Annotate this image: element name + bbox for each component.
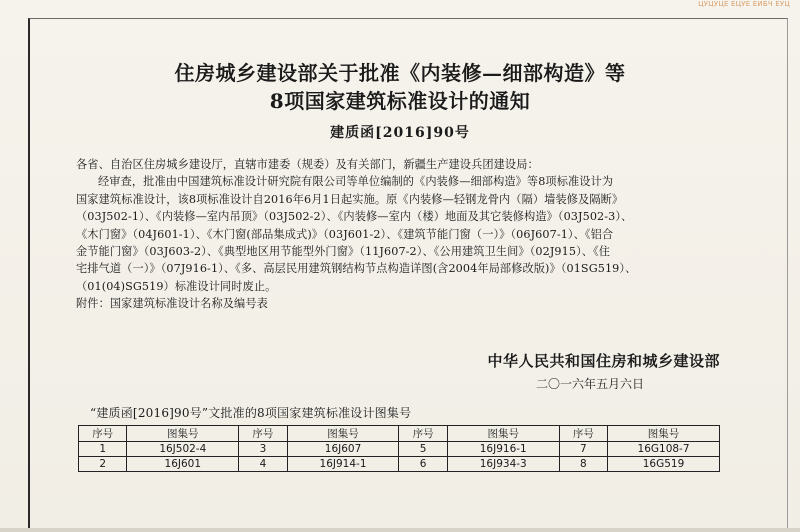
document-number: 建质函[2016]90号 [330, 125, 470, 141]
col-header-set: 图集号 [447, 426, 559, 442]
body-line: （01(04)SG519）标准设计同时废止。 [76, 279, 277, 293]
table-cell: 16J916-1 [447, 442, 559, 457]
col-header-set: 图集号 [608, 426, 720, 442]
scan-edge [0, 528, 800, 532]
table-cell: 3 [239, 442, 287, 457]
salutation: 各省、自治区住房城乡建设厅，直辖市建委（规委）及有关部门，新疆生产建设兵团建设局： [76, 158, 539, 171]
notice-title-line-1: 住房城乡建设部关于批准《内装修—细部构造》等 [174, 61, 626, 85]
table-cell: 16J502-4 [127, 442, 239, 457]
table-cell: 4 [239, 457, 287, 472]
table-caption: “建质函[2016]90号”文批准的8项国家建筑标准设计图集号 [90, 406, 412, 420]
issuing-authority: 中华人民共和国住房和城乡建设部 [487, 352, 720, 370]
table-cell: 16J914-1 [287, 457, 399, 472]
table-cell: 16J601 [127, 457, 239, 472]
table-cell: 16J607 [287, 442, 399, 457]
notice-title-line-2: 8项国家建筑标准设计的通知 [269, 89, 531, 113]
table-cell: 16G519 [608, 457, 720, 472]
body-line: 金节能门窗》（03J603-2）、《典型地区用节能型外门窗》（11J607-2）、《公用建筑卫生间》（02J915）、《住 [76, 244, 611, 258]
col-header-set: 图集号 [127, 426, 239, 442]
table-cell: 6 [399, 457, 447, 472]
body-line: 宅排气道（一）》（07J916-1）、《多、高层民用建筑钢结构节点构造详图(含2004年局部修改版)》（01SG519）、 [76, 262, 637, 276]
col-header-no: 序号 [239, 426, 287, 442]
attachment-note: 附件：国家建筑标准设计名称及编号表 [76, 297, 268, 311]
col-header-set: 图集号 [287, 426, 399, 442]
corner-watermark: ЦУЦУЦЕ ЕЦУЕ ЕИБЧ ЕУЦ [698, 0, 790, 8]
table-row [79, 457, 720, 472]
col-header-no: 序号 [79, 426, 127, 442]
notice-body [76, 156, 716, 313]
table-cell: 7 [559, 442, 607, 457]
table-cell: 1 [79, 442, 127, 457]
table-header-row [79, 426, 720, 442]
body-line: 国家建筑标准设计，该8项标准设计自2016年6月1日起实施。原《内装修—轻钢龙骨内（隔）墙装修及隔断》 [76, 192, 624, 206]
col-header-no: 序号 [559, 426, 607, 442]
issue-date: 二〇一六年五月六日 [535, 377, 644, 391]
body-line: 《木门窗》（04J601-1）、《木门窗(部品集成式)》（03J601-2）、《建筑节能门窗（一）》（06J607-1）、《铝合 [76, 227, 614, 241]
table-cell: 16J934-3 [447, 457, 559, 472]
table-cell: 8 [559, 457, 607, 472]
table-cell: 2 [79, 457, 127, 472]
table-row [79, 442, 720, 457]
standards-table [78, 425, 720, 472]
col-header-no: 序号 [399, 426, 447, 442]
body-line: （03J502-1）、《内装修—室内吊顶》（03J502-2）、《内装修—室内（楼）地面及其它装修构造》（03J502-3）、 [76, 210, 633, 224]
table-cell: 5 [399, 442, 447, 457]
body-line: 经审查，批准由中国建筑标准设计研究院有限公司等单位编制的《内装修—细部构造》等8项标准设计为 [98, 175, 614, 189]
table-cell: 16G108-7 [608, 442, 720, 457]
